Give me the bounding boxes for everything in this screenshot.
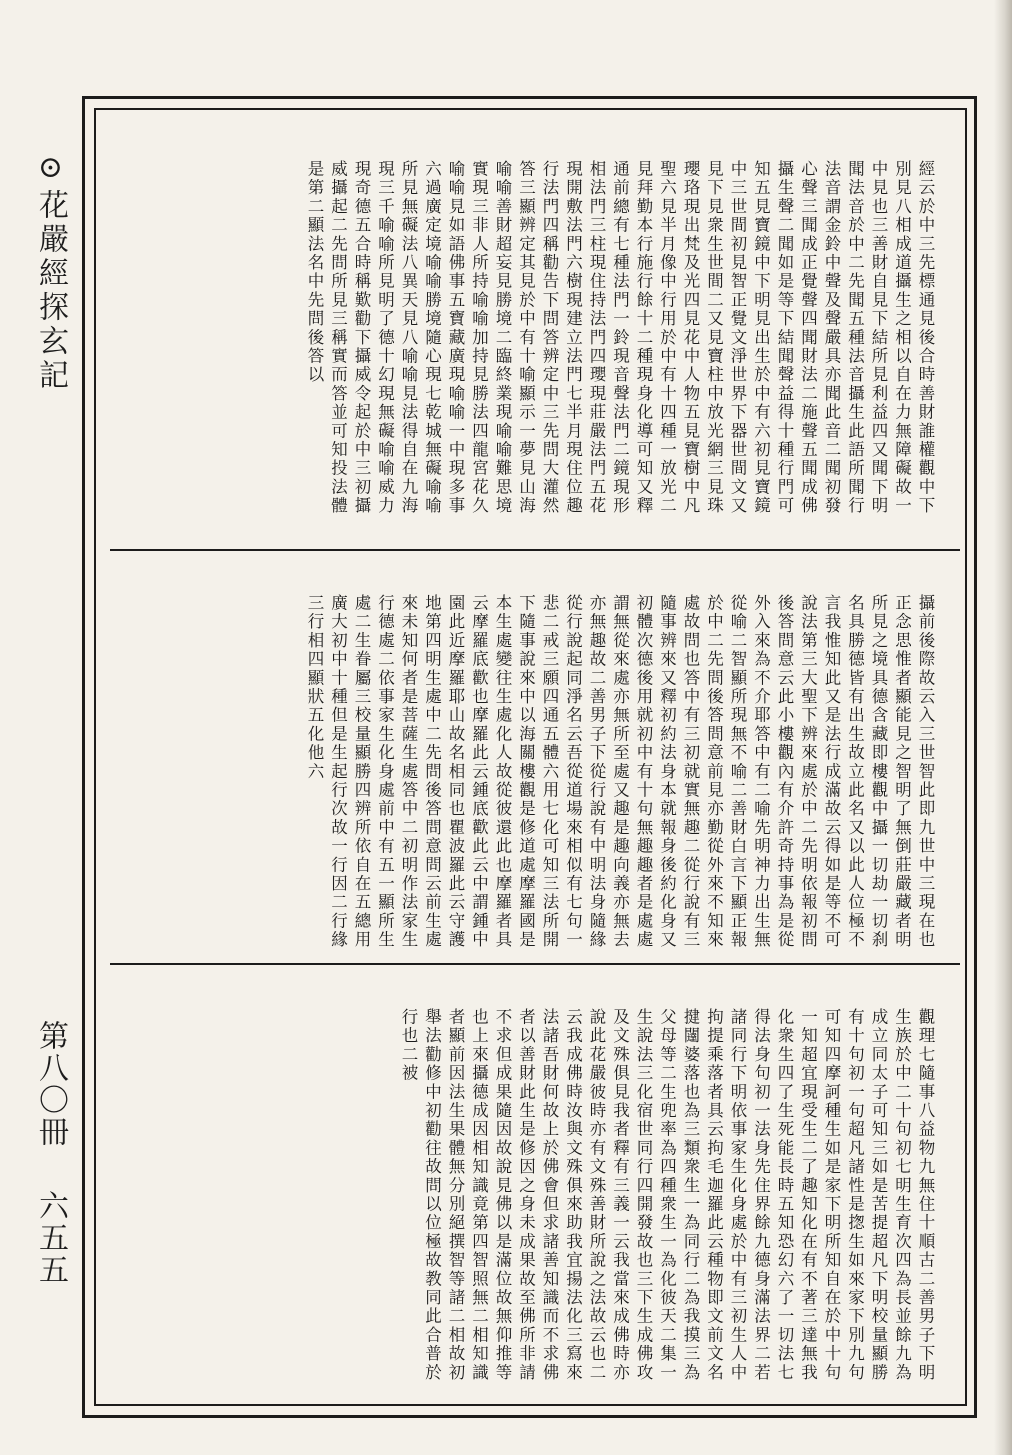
register-top-text: 經云於中三先標通見後合時善財誰權觀中下別見八相成道攝生之相以自在力無障礙故一中見也三善財自見下結所見利益四又聞下明聞法音於中二先聞五種法音攝生此語所聞行法音謂金鈴中聲及聲嚴具亦聞此音二聞初發心聲三聞成正覺聲四聞財法二施聲五聞成佛攝生聲二聞如是等下結聞聲益得十種行門可知五見寶鏡中下明見出生於中有六初見寶鏡中三世間初見智正覺文淨世界下器世間文又見下見衆生世間二又見寶柱中放光網三見珠瓔珞現出梵及光四見花中人物五見寶樹中凡聖六見半月像中行用於中有十四種一放光二見拜勤本行施行餘十二種現身化導可知又釋通前總有七種法門一鈴現音聲法門二鏡現形相法門三柱現住持法門四瓔現莊嚴法門五花現開敷法門六樹現建立法門七半月現住位趣行法門四稱勸告下問答辨定中三先問大灌然答三顯辨定其見於中有十喻顯示一夢見山海喻喻善財超妄見勝境二臨終業現喻喻難思境實現三非人所持喻喻加持見勝法四龍宮花久喻喻見如語佛事五寶藏廣現喻喻一中現多事六過廣定境喻喻勝境隨心現七乾城無礙喻喻所見無礙法八異天見八喻喻見法得自在九海現三千喻喻所見明了德十幻現無礙喻喻威力現奇德五合時稱歎勸下攝威令起於中三初攝威攝起二先問所見三稱實而答並可知投法體是第二顯法名中先問後答以 <box>305 160 935 516</box>
register-top <box>96 110 965 548</box>
page-margin <box>22 150 74 1400</box>
page-number: 六五五 <box>33 1190 68 1286</box>
register-divider <box>110 963 960 965</box>
inner-frame <box>94 108 967 1406</box>
register-bottom-text: 觀理七隨事八益物九無住十順古二善男子下明生族於中二十句初七明生育次四為長並餘九為成立同太子可知三如是苦提超凡下明校量顯勝有十句初一句超凡諸性是揔生如來家下別九句可知四摩訶種生如是家下明所知自在於中十句一知超宜現受生二了趣知化在有不著三達無我化衆生四了生死能長時五知恐幻六了一切法七得法身句初一法身先住界餘九德身滿法界二若諸同行下明依事家生化身處於中有三初生人中拘提乘落者具云拘毛迦羅此云種物即文前文名揵闥婆落也為三類衆生一為同行二為我摸三為父母等二生兜率為四種衆生一為化彼天二集一生說法三化宿世同行四開發故也三下生成佛攻及文殊俱見我者釋有三義一云我當來成佛時亦說此花嚴彼時亦有文殊善財所說之法故云也二云我成佛時汝與文殊俱來助我宜揚法化三寫來法諸吾財何故上於佛會但求諸善知識而不求佛者以善財此生是修因之身未成果故至佛所非請不求但成果隨因故說見佛以是滿位故無仰推等也上來攝德成因相知識竟第四智照無二相知識者顯前因法生果體無分別絕撰智等諸二相故初舉法勸修中初勸往故問以位極故教同此合普於行也二被 <box>399 1008 935 1382</box>
book-title: ⊙花嚴經探玄記 <box>33 150 68 393</box>
register-middle-text: 攝前後際故云入三世智此即九世中三現在也正念思惟者顯能見之智明了無倒莊嚴藏者明所見之境具德含藏即樓觀中攝一切劫一切刹名具勝德皆有出生故立此名又以此人位極不言我惟知此又是法行成滿故云得如是等不可說法第三大聖下辨來處於中二先明依報初問後答問意云此小樓觀內有介許奇持事為是從外入來為不介耶答中有二喻先明神力出生無從喻二智顯所現無不喻二善財白言下顯正報於中二先問後答問意前見亦勤從外來不知來處故問也答中有三初就實無趣二從行說有三隨事辨來又釋初約法身本就報身後約化身又初體次德後用就初中有十句無趣趣者是處處謂無從來處亦無所至處又趣是趣向義亦無去亦無趣故二善男子下從行說有中明法身隨緣從行說起同淨名云吾從道場來相似有七句一悲二戒三願四通五體六用七化可知三法所開下隨事說來中以海關樓觀是修道處摩羅國是本生處變往生處化人故從彼還此也摩羅者具云摩羅底歡也摩羅此云鍾底歡此云中謂鍾中園此近摩羅耶山故名相同也瞿波羅此云守護地第四明生處中二先問後答問意問云前生處來未知何者是菩薩生處答中二初明作法家生行德處二依事家生化身處前中有五一顯所生處二生眷屬三校量顯勝四辨所依自在五總用廣大初中十種但是生起行次故一行因二行緣三行相四顯狀五化他六 <box>305 594 935 950</box>
register-middle <box>96 554 965 962</box>
register-divider <box>110 549 960 551</box>
register-bottom <box>96 968 965 1404</box>
page-edge-shadow <box>994 0 1012 1455</box>
volume-label: 第八〇冊 <box>33 1020 68 1148</box>
